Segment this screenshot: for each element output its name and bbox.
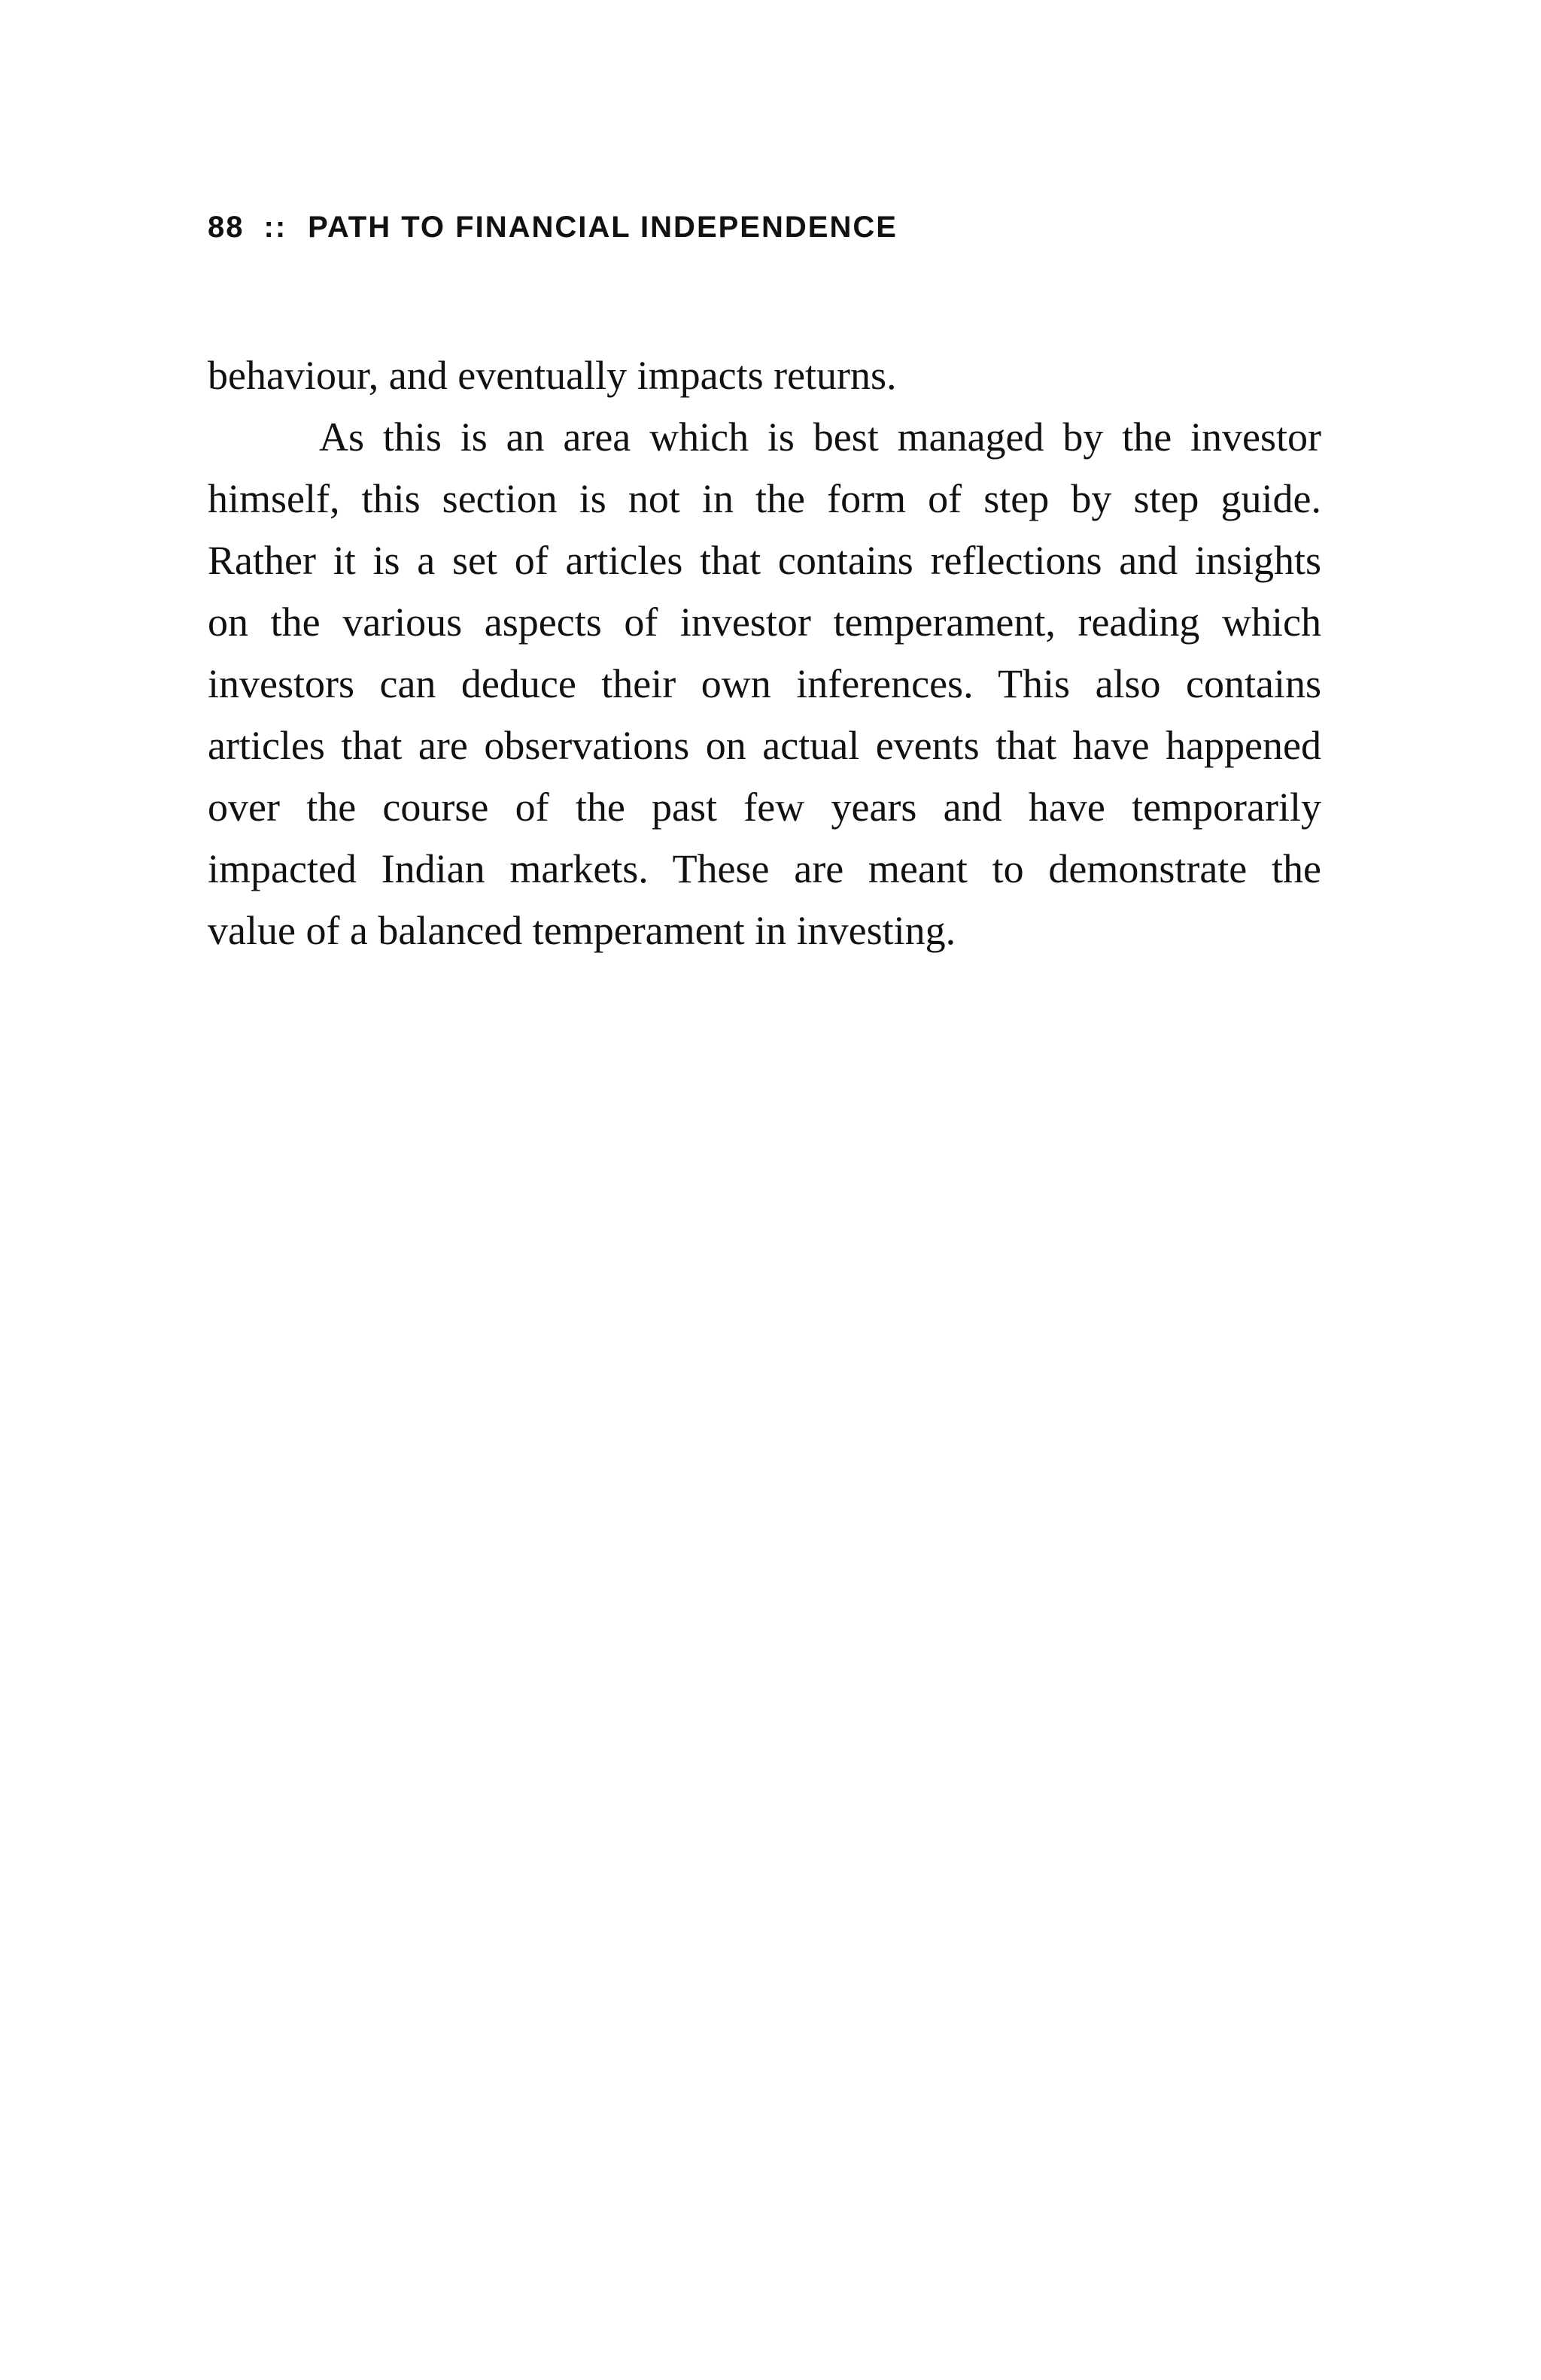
paragraph-line: articles that are observations on actual events that have happened [208,723,1321,768]
paragraph-line: Rather it is a set of articles that contains reflections and insights [208,538,1321,583]
page-number: 88 [208,211,245,244]
paragraph-1 [208,345,1321,406]
paragraph-line: over the course of the past few years and have temporarily [208,785,1321,830]
paragraph-line: impacted Indian markets. These are meant to demonstrate the [208,846,1321,891]
paragraph-line: on the various aspects of investor temperament, reading which [208,600,1321,645]
paragraph-2 [208,406,1321,961]
book-title: PATH TO FINANCIAL INDEPENDENCE [308,211,898,244]
body-text [208,345,1321,961]
paragraph-line: himself, this section is not in the form of step by step guide. [208,476,1321,521]
paragraph-line: investors can deduce their own inferences. This also contains [208,661,1321,706]
header-separator: :: [263,211,287,244]
paragraph-line: behaviour, and eventually impacts returns. [208,353,897,398]
paragraph-line: As this is an area which is best managed by the investor [319,414,1321,460]
running-head [208,209,898,245]
paragraph-line: value of a balanced temperament in investing. [208,908,956,953]
